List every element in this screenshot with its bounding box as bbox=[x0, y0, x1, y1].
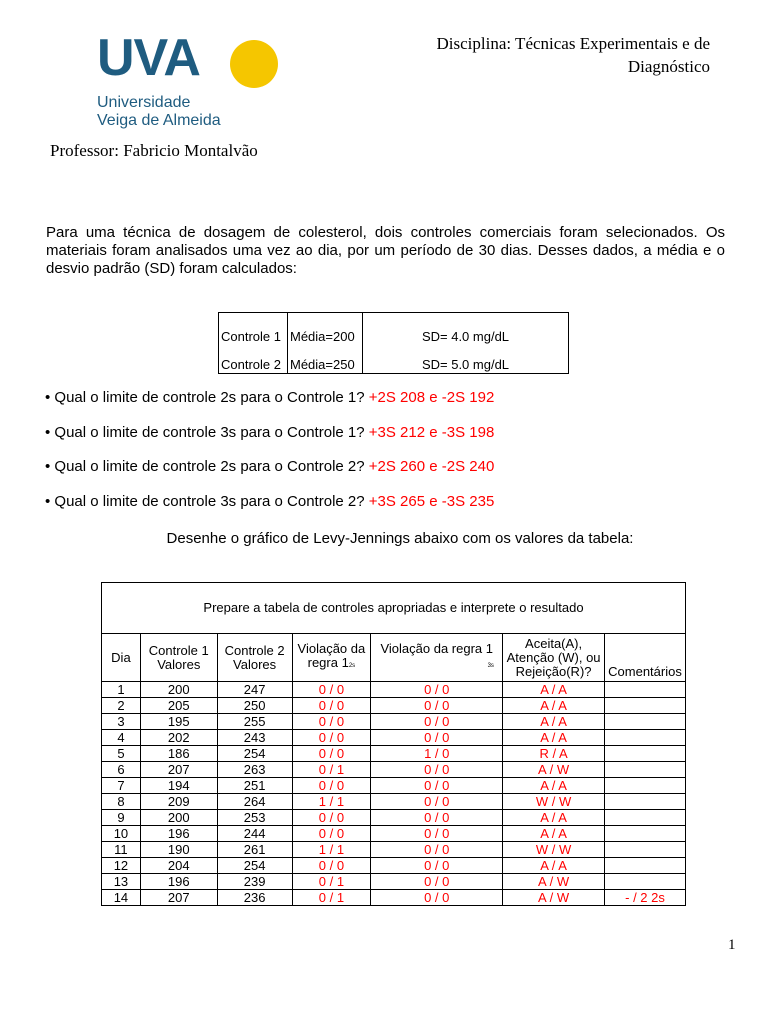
cell-dia: 4 bbox=[102, 730, 141, 746]
cell-dia: 1 bbox=[102, 682, 141, 698]
cell-controle-1: 200 bbox=[140, 810, 217, 826]
cell-status: A / A bbox=[503, 778, 605, 794]
logo-circle-icon bbox=[230, 40, 278, 88]
cell-controle-2: 243 bbox=[217, 730, 292, 746]
table-row bbox=[102, 794, 686, 810]
logo-line-2: Veiga de Almeida bbox=[97, 112, 221, 129]
cell-controle-2: 255 bbox=[217, 714, 292, 730]
question-4 bbox=[45, 493, 494, 510]
header-comentarios: Comentários bbox=[605, 634, 686, 682]
cell-violacao-2s: 0 / 0 bbox=[292, 746, 371, 762]
cell-violacao-3s: 0 / 0 bbox=[371, 890, 503, 906]
logo-line-1: Universidade bbox=[97, 94, 191, 111]
cell-dia: 14 bbox=[102, 890, 141, 906]
cell-violacao-3s: 0 / 0 bbox=[371, 778, 503, 794]
cell-comment bbox=[605, 714, 686, 730]
cell-status: W / W bbox=[503, 794, 605, 810]
cell-comment bbox=[605, 874, 686, 890]
cell-controle-2: 236 bbox=[217, 890, 292, 906]
cell-comment bbox=[605, 682, 686, 698]
cell-violacao-3s: 1 / 0 bbox=[371, 746, 503, 762]
cell-status: A / A bbox=[503, 714, 605, 730]
cell-status: W / W bbox=[503, 842, 605, 858]
cell-dia: 13 bbox=[102, 874, 141, 890]
table-title: Prepare a tabela de controles apropriadas e interprete o resultado bbox=[102, 583, 686, 634]
cell-comment: - / 2 2s bbox=[605, 890, 686, 906]
logo-subtitle bbox=[97, 94, 221, 130]
cell-controle-1: 205 bbox=[140, 698, 217, 714]
question-2 bbox=[45, 424, 494, 441]
table-row bbox=[102, 730, 686, 746]
control-table bbox=[101, 582, 686, 906]
cell-controle-1: 200 bbox=[140, 682, 217, 698]
cell-dia: 2 bbox=[102, 698, 141, 714]
cell-violacao-2s: 0 / 0 bbox=[292, 714, 371, 730]
cell-dia: 3 bbox=[102, 714, 141, 730]
intro-paragraph: Para uma técnica de dosagem de colesterol, dois controles comerciais foram selecionados. Os materiais foram analisados uma vez ao dia, por um período de 30 dias. Desses dados, a média e o desvio padrão (SD) foram calculados: bbox=[46, 224, 725, 277]
cell-violacao-2s: 0 / 0 bbox=[292, 810, 371, 826]
cell-violacao-3s: 0 / 0 bbox=[371, 698, 503, 714]
stats-sd: SD= 4.0 mg/dL bbox=[363, 313, 569, 346]
discipline-header: Disciplina: Técnicas Experimentais e de Diagnóstico bbox=[436, 34, 710, 76]
table-header-row bbox=[102, 634, 686, 682]
cell-controle-1: 207 bbox=[140, 890, 217, 906]
header-violacao-3s: Violação da regra 1 3s bbox=[371, 634, 503, 682]
question-3 bbox=[45, 458, 494, 475]
cell-controle-1: 196 bbox=[140, 874, 217, 890]
cell-comment bbox=[605, 858, 686, 874]
cell-controle-2: 239 bbox=[217, 874, 292, 890]
cell-status: A / A bbox=[503, 682, 605, 698]
cell-controle-2: 263 bbox=[217, 762, 292, 778]
cell-violacao-3s: 0 / 0 bbox=[371, 714, 503, 730]
table-row bbox=[102, 714, 686, 730]
stats-table bbox=[218, 312, 569, 374]
logo-wordmark: UVA bbox=[97, 29, 200, 87]
cell-dia: 8 bbox=[102, 794, 141, 810]
cell-violacao-2s: 0 / 0 bbox=[292, 682, 371, 698]
table-row bbox=[102, 890, 686, 906]
cell-controle-1: 207 bbox=[140, 762, 217, 778]
cell-status: A / W bbox=[503, 762, 605, 778]
cell-status: A / W bbox=[503, 890, 605, 906]
cell-controle-2: 253 bbox=[217, 810, 292, 826]
cell-violacao-3s: 0 / 0 bbox=[371, 842, 503, 858]
stats-sd: SD= 5.0 mg/dL bbox=[363, 345, 569, 374]
stats-row bbox=[219, 313, 569, 346]
question-answer: +2S 208 e -2S 192 bbox=[368, 389, 495, 406]
stats-row bbox=[219, 345, 569, 374]
cell-controle-2: 254 bbox=[217, 746, 292, 762]
question-text: • Qual o limite de controle 2s para o Controle 2? bbox=[45, 458, 369, 475]
question-text: • Qual o limite de controle 3s para o Controle 1? bbox=[45, 424, 369, 441]
cell-dia: 5 bbox=[102, 746, 141, 762]
cell-comment bbox=[605, 826, 686, 842]
cell-comment bbox=[605, 698, 686, 714]
cell-controle-2: 264 bbox=[217, 794, 292, 810]
header-aceita: Aceita(A), Atenção (W), ou Rejeição(R)? bbox=[503, 634, 605, 682]
header-controle-1: Controle 1 Valores bbox=[140, 634, 217, 682]
header-violacao-2s: Violação da regra 12s bbox=[292, 634, 371, 682]
cell-controle-1: 196 bbox=[140, 826, 217, 842]
cell-violacao-2s: 0 / 0 bbox=[292, 858, 371, 874]
cell-comment bbox=[605, 810, 686, 826]
cell-comment bbox=[605, 762, 686, 778]
draw-instruction: Desenhe o gráfico de Levy-Jennings abaixo com os valores da tabela: bbox=[166, 530, 634, 547]
cell-comment bbox=[605, 778, 686, 794]
cell-comment bbox=[605, 842, 686, 858]
stats-control: Controle 2 bbox=[219, 345, 288, 374]
cell-status: A / A bbox=[503, 810, 605, 826]
cell-controle-2: 261 bbox=[217, 842, 292, 858]
cell-violacao-3s: 0 / 0 bbox=[371, 794, 503, 810]
table-row bbox=[102, 842, 686, 858]
cell-violacao-2s: 0 / 1 bbox=[292, 762, 371, 778]
cell-violacao-3s: 0 / 0 bbox=[371, 762, 503, 778]
cell-controle-1: 190 bbox=[140, 842, 217, 858]
header-controle-2: Controle 2 Valores bbox=[217, 634, 292, 682]
cell-violacao-2s: 0 / 0 bbox=[292, 778, 371, 794]
page-number: 1 bbox=[728, 937, 736, 953]
stats-mean: Média=200 bbox=[288, 313, 363, 346]
cell-controle-1: 195 bbox=[140, 714, 217, 730]
cell-controle-2: 251 bbox=[217, 778, 292, 794]
cell-status: A / W bbox=[503, 874, 605, 890]
cell-dia: 6 bbox=[102, 762, 141, 778]
stats-control: Controle 1 bbox=[219, 313, 288, 346]
cell-controle-1: 204 bbox=[140, 858, 217, 874]
cell-status: A / A bbox=[503, 698, 605, 714]
cell-dia: 11 bbox=[102, 842, 141, 858]
cell-violacao-2s: 0 / 0 bbox=[292, 826, 371, 842]
header-dia: Dia bbox=[102, 634, 141, 682]
cell-violacao-3s: 0 / 0 bbox=[371, 826, 503, 842]
stats-mean: Média=250 bbox=[288, 345, 363, 374]
cell-controle-1: 186 bbox=[140, 746, 217, 762]
table-row bbox=[102, 698, 686, 714]
table-row bbox=[102, 874, 686, 890]
table-row bbox=[102, 762, 686, 778]
cell-violacao-3s: 0 / 0 bbox=[371, 730, 503, 746]
cell-controle-1: 194 bbox=[140, 778, 217, 794]
cell-violacao-2s: 0 / 1 bbox=[292, 874, 371, 890]
cell-controle-1: 209 bbox=[140, 794, 217, 810]
cell-violacao-3s: 0 / 0 bbox=[371, 810, 503, 826]
question-answer: +2S 260 e -2S 240 bbox=[368, 458, 495, 475]
cell-status: R / A bbox=[503, 746, 605, 762]
cell-controle-2: 250 bbox=[217, 698, 292, 714]
table-row bbox=[102, 778, 686, 794]
cell-dia: 9 bbox=[102, 810, 141, 826]
cell-comment bbox=[605, 794, 686, 810]
cell-violacao-2s: 0 / 1 bbox=[292, 890, 371, 906]
cell-violacao-2s: 1 / 1 bbox=[292, 842, 371, 858]
cell-dia: 12 bbox=[102, 858, 141, 874]
table-row bbox=[102, 746, 686, 762]
cell-comment bbox=[605, 746, 686, 762]
professor-name: Professor: Fabricio Montalvão bbox=[50, 141, 258, 160]
table-row bbox=[102, 682, 686, 698]
cell-status: A / A bbox=[503, 730, 605, 746]
question-text: • Qual o limite de controle 2s para o Controle 1? bbox=[45, 389, 369, 406]
cell-violacao-3s: 0 / 0 bbox=[371, 858, 503, 874]
table-row bbox=[102, 858, 686, 874]
cell-controle-2: 244 bbox=[217, 826, 292, 842]
cell-controle-1: 202 bbox=[140, 730, 217, 746]
cell-violacao-2s: 1 / 1 bbox=[292, 794, 371, 810]
question-1 bbox=[45, 389, 494, 406]
cell-violacao-2s: 0 / 0 bbox=[292, 698, 371, 714]
question-answer: +3S 212 e -3S 198 bbox=[368, 424, 495, 441]
cell-dia: 10 bbox=[102, 826, 141, 842]
question-answer: +3S 265 e -3S 235 bbox=[368, 493, 495, 510]
cell-status: A / A bbox=[503, 858, 605, 874]
cell-violacao-3s: 0 / 0 bbox=[371, 874, 503, 890]
cell-violacao-2s: 0 / 0 bbox=[292, 730, 371, 746]
cell-comment bbox=[605, 730, 686, 746]
cell-controle-2: 247 bbox=[217, 682, 292, 698]
question-text: • Qual o limite de controle 3s para o Controle 2? bbox=[45, 493, 369, 510]
cell-violacao-3s: 0 / 0 bbox=[371, 682, 503, 698]
cell-status: A / A bbox=[503, 826, 605, 842]
cell-dia: 7 bbox=[102, 778, 141, 794]
cell-controle-2: 254 bbox=[217, 858, 292, 874]
table-row bbox=[102, 810, 686, 826]
table-row bbox=[102, 826, 686, 842]
